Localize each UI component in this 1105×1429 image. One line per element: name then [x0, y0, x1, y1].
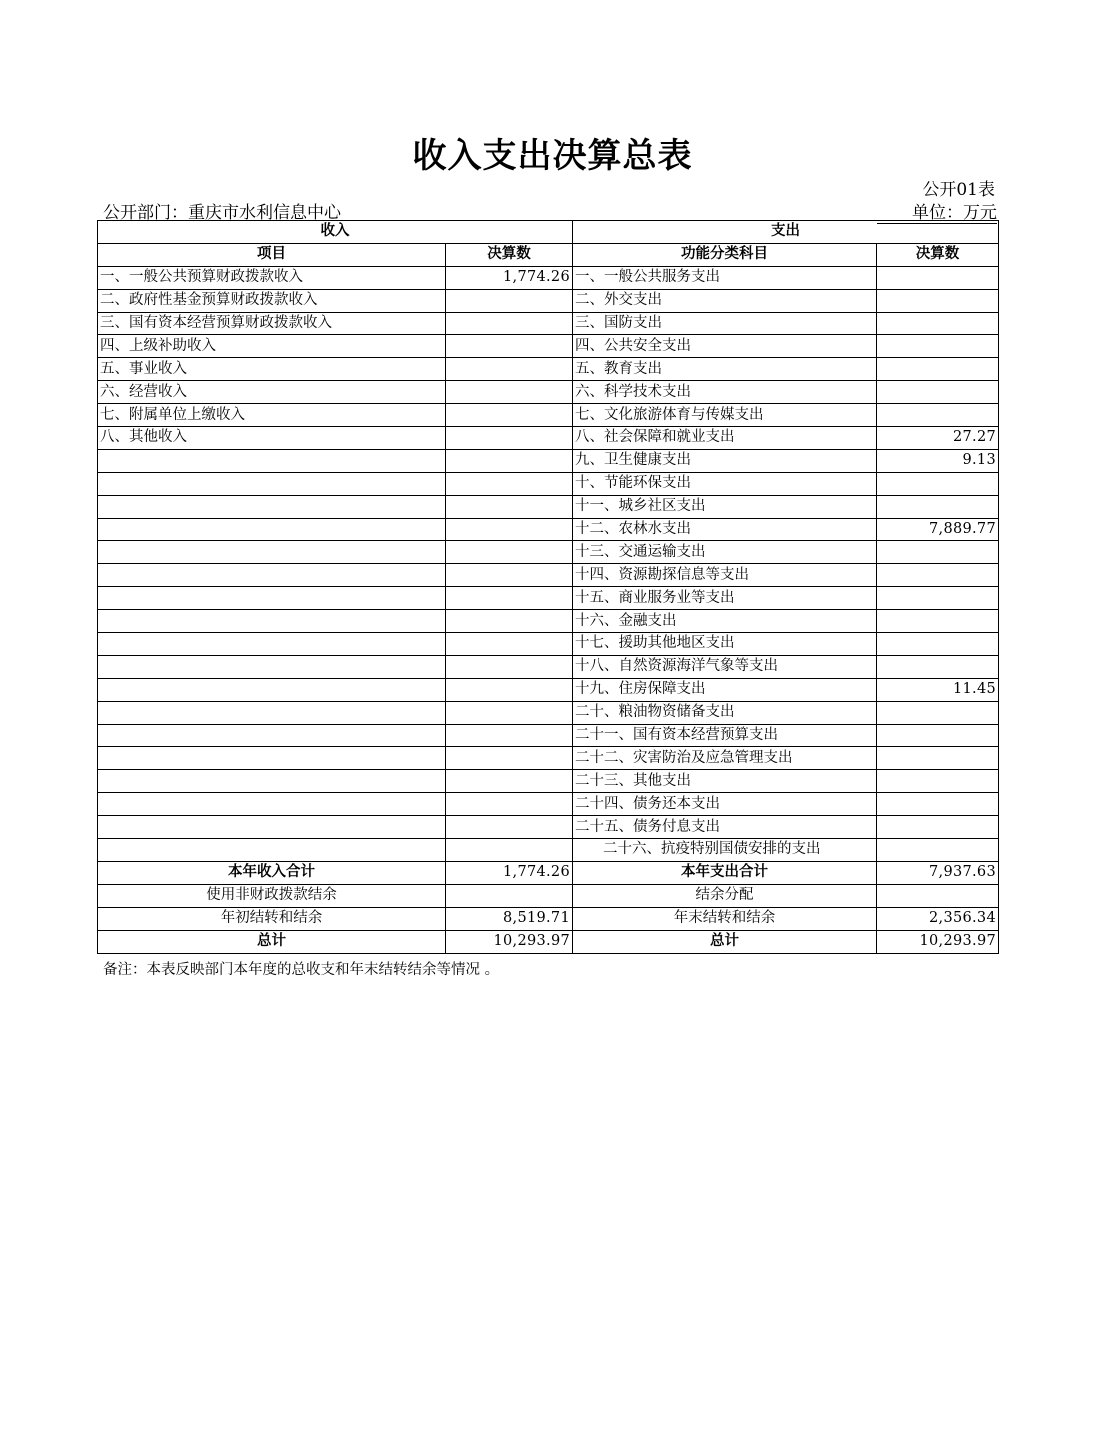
- summary-income-amount-cell: [446, 884, 573, 907]
- expense-item-cell: 十四、资源勘探信息等支出: [573, 564, 877, 587]
- table-row: [98, 793, 999, 816]
- expense-amount-cell: [877, 587, 999, 610]
- summary-expense-amount-cell: 7,937.63: [877, 861, 999, 884]
- expense-item-cell: 十九、住房保障支出: [573, 678, 877, 701]
- income-item-cell: [98, 770, 446, 793]
- income-item-cell: [98, 564, 446, 587]
- expense-item-cell: 十三、交通运输支出: [573, 541, 877, 564]
- expense-item-cell: 九、卫生健康支出: [573, 449, 877, 472]
- table-row: [98, 816, 999, 839]
- expense-amount-cell: [877, 541, 999, 564]
- expense-item-cell: 二十、粮油物资储备支出: [573, 701, 877, 724]
- income-amount-cell: [446, 541, 573, 564]
- table-row: [98, 610, 999, 633]
- expense-item-cell: 十五、商业服务业等支出: [573, 587, 877, 610]
- table-row: [98, 724, 999, 747]
- table-row: [98, 312, 999, 335]
- income-item-cell: [98, 610, 446, 633]
- income-item-cell: [98, 495, 446, 518]
- expense-item-cell: 四、公共安全支出: [573, 335, 877, 358]
- income-amount-cell: [446, 335, 573, 358]
- income-item-header: 项目: [98, 243, 446, 266]
- table-row: [98, 678, 999, 701]
- income-amount-cell: [446, 587, 573, 610]
- income-item-cell: [98, 472, 446, 495]
- expense-item-cell: 七、文化旅游体育与传媒支出: [573, 404, 877, 427]
- expense-amount-cell: [877, 633, 999, 656]
- income-amount-cell: [446, 518, 573, 541]
- summary-row: [98, 861, 999, 884]
- expense-item-cell: 十六、金融支出: [573, 610, 877, 633]
- income-item-cell: [98, 541, 446, 564]
- expense-item-cell: 二十二、灾害防治及应急管理支出: [573, 747, 877, 770]
- income-item-cell: 三、国有资本经营预算财政拨款收入: [98, 312, 446, 335]
- expense-item-cell: 六、科学技术支出: [573, 381, 877, 404]
- income-item-cell: 六、经营收入: [98, 381, 446, 404]
- table-id: 公开01表: [922, 180, 995, 200]
- income-amount-cell: [446, 564, 573, 587]
- table-row: [98, 633, 999, 656]
- income-item-cell: 五、事业收入: [98, 358, 446, 381]
- expense-amount-cell: [877, 655, 999, 678]
- expense-amount-cell: [877, 335, 999, 358]
- expense-item-cell: 一、一般公共服务支出: [573, 266, 877, 289]
- expense-amount-cell: [877, 381, 999, 404]
- summary-income-item-cell: 使用非财政拨款结余: [98, 884, 446, 907]
- table-row: [98, 427, 999, 450]
- summary-row: [98, 930, 999, 953]
- income-item-cell: [98, 449, 446, 472]
- expense-amount-cell: [877, 358, 999, 381]
- table-row: [98, 381, 999, 404]
- income-item-cell: [98, 839, 446, 862]
- income-item-cell: [98, 587, 446, 610]
- summary-expense-item-cell: 本年支出合计: [573, 861, 877, 884]
- summary-expense-item-cell: 结余分配: [573, 884, 877, 907]
- summary-row: [98, 907, 999, 930]
- expense-item-cell: 五、教育支出: [573, 358, 877, 381]
- income-amount-cell: [446, 655, 573, 678]
- summary-income-item-cell: 年初结转和结余: [98, 907, 446, 930]
- footnote: 备注：本表反映部门本年度的总收支和年末结转结余等情况 。: [103, 962, 500, 978]
- expense-amount-cell: [877, 793, 999, 816]
- expense-item-header: 功能分类科目: [573, 243, 877, 266]
- summary-income-item-cell: 本年收入合计: [98, 861, 446, 884]
- expense-item-cell: 二十六、抗疫特别国债安排的支出: [573, 839, 877, 862]
- income-item-cell: 八、其他收入: [98, 427, 446, 450]
- expense-amount-header: 决算数: [877, 243, 999, 266]
- expense-item-cell: 十一、城乡社区支出: [573, 495, 877, 518]
- income-item-cell: 七、附属单位上缴收入: [98, 404, 446, 427]
- expense-amount-cell: [877, 610, 999, 633]
- summary-expense-amount-cell: [877, 884, 999, 907]
- income-item-cell: [98, 633, 446, 656]
- income-item-cell: [98, 724, 446, 747]
- expense-amount-cell: [877, 816, 999, 839]
- income-amount-cell: [446, 312, 573, 335]
- table-row: [98, 839, 999, 862]
- expense-item-cell: 二十一、国有资本经营预算支出: [573, 724, 877, 747]
- table-row: [98, 289, 999, 312]
- page-title: 收入支出决算总表: [412, 136, 693, 176]
- header-row-group: [98, 221, 999, 244]
- expense-amount-cell: [877, 472, 999, 495]
- table-row: [98, 404, 999, 427]
- table-row: [98, 564, 999, 587]
- expense-amount-cell: [877, 404, 999, 427]
- summary-expense-amount-cell: 10,293.97: [877, 930, 999, 953]
- summary-row: [98, 884, 999, 907]
- expense-amount-cell: 7,889.77: [877, 518, 999, 541]
- expense-header: 支出: [573, 221, 999, 244]
- table-row: [98, 747, 999, 770]
- income-amount-cell: [446, 724, 573, 747]
- expense-amount-cell: [877, 564, 999, 587]
- expense-amount-cell: 9.13: [877, 449, 999, 472]
- expense-item-cell: 十二、农林水支出: [573, 518, 877, 541]
- income-amount-header: 决算数: [446, 243, 573, 266]
- income-amount-cell: [446, 610, 573, 633]
- expense-item-cell: 二十五、债务付息支出: [573, 816, 877, 839]
- expense-amount-cell: [877, 289, 999, 312]
- expense-amount-cell: [877, 839, 999, 862]
- income-amount-cell: [446, 633, 573, 656]
- expense-item-cell: 三、国防支出: [573, 312, 877, 335]
- summary-income-amount-cell: 8,519.71: [446, 907, 573, 930]
- table-row: [98, 701, 999, 724]
- income-amount-cell: [446, 289, 573, 312]
- table-row: [98, 266, 999, 289]
- table-row: [98, 472, 999, 495]
- expense-amount-cell: [877, 495, 999, 518]
- expense-item-cell: 十八、自然资源海洋气象等支出: [573, 655, 877, 678]
- budget-table: [97, 220, 999, 954]
- income-amount-cell: [446, 678, 573, 701]
- summary-income-item-cell: 总计: [98, 930, 446, 953]
- summary-income-amount-cell: 1,774.26: [446, 861, 573, 884]
- expense-item-cell: 二、外交支出: [573, 289, 877, 312]
- income-amount-cell: [446, 793, 573, 816]
- income-header: 收入: [98, 221, 573, 244]
- expense-amount-cell: 27.27: [877, 427, 999, 450]
- income-amount-cell: [446, 770, 573, 793]
- income-amount-cell: [446, 427, 573, 450]
- expense-amount-cell: [877, 770, 999, 793]
- income-item-cell: 一、一般公共预算财政拨款收入: [98, 266, 446, 289]
- income-item-cell: [98, 747, 446, 770]
- expense-item-cell: 十、节能环保支出: [573, 472, 877, 495]
- expense-amount-cell: [877, 701, 999, 724]
- income-item-cell: [98, 678, 446, 701]
- expense-amount-cell: 11.45: [877, 678, 999, 701]
- income-item-cell: [98, 701, 446, 724]
- income-amount-cell: [446, 381, 573, 404]
- income-amount-cell: [446, 816, 573, 839]
- expense-item-cell: 八、社会保障和就业支出: [573, 427, 877, 450]
- income-item-cell: 二、政府性基金预算财政拨款收入: [98, 289, 446, 312]
- income-amount-cell: 1,774.26: [446, 266, 573, 289]
- expense-item-cell: 二十四、债务还本支出: [573, 793, 877, 816]
- income-item-cell: [98, 655, 446, 678]
- table-row: [98, 541, 999, 564]
- unit-label: 单位：万元: [877, 198, 997, 224]
- income-amount-cell: [446, 449, 573, 472]
- income-amount-cell: [446, 701, 573, 724]
- expense-amount-cell: [877, 724, 999, 747]
- expense-item-cell: 二十三、其他支出: [573, 770, 877, 793]
- summary-income-amount-cell: 10,293.97: [446, 930, 573, 953]
- summary-expense-amount-cell: 2,356.34: [877, 907, 999, 930]
- table-row: [98, 587, 999, 610]
- department-label: 公开部门：重庆市水利信息中心: [103, 203, 341, 223]
- income-amount-cell: [446, 747, 573, 770]
- income-item-cell: 四、上级补助收入: [98, 335, 446, 358]
- table-row: [98, 770, 999, 793]
- income-item-cell: [98, 816, 446, 839]
- expense-amount-cell: [877, 747, 999, 770]
- table-row: [98, 358, 999, 381]
- table-row: [98, 335, 999, 358]
- income-amount-cell: [446, 472, 573, 495]
- header-row-columns: [98, 243, 999, 266]
- income-amount-cell: [446, 495, 573, 518]
- table-row: [98, 449, 999, 472]
- table-row: [98, 495, 999, 518]
- income-amount-cell: [446, 404, 573, 427]
- summary-expense-item-cell: 年末结转和结余: [573, 907, 877, 930]
- expense-amount-cell: [877, 312, 999, 335]
- table-row: [98, 655, 999, 678]
- summary-expense-item-cell: 总计: [573, 930, 877, 953]
- income-item-cell: [98, 518, 446, 541]
- expense-item-cell: 十七、援助其他地区支出: [573, 633, 877, 656]
- expense-amount-cell: [877, 266, 999, 289]
- income-item-cell: [98, 793, 446, 816]
- table-row: [98, 518, 999, 541]
- income-amount-cell: [446, 839, 573, 862]
- income-amount-cell: [446, 358, 573, 381]
